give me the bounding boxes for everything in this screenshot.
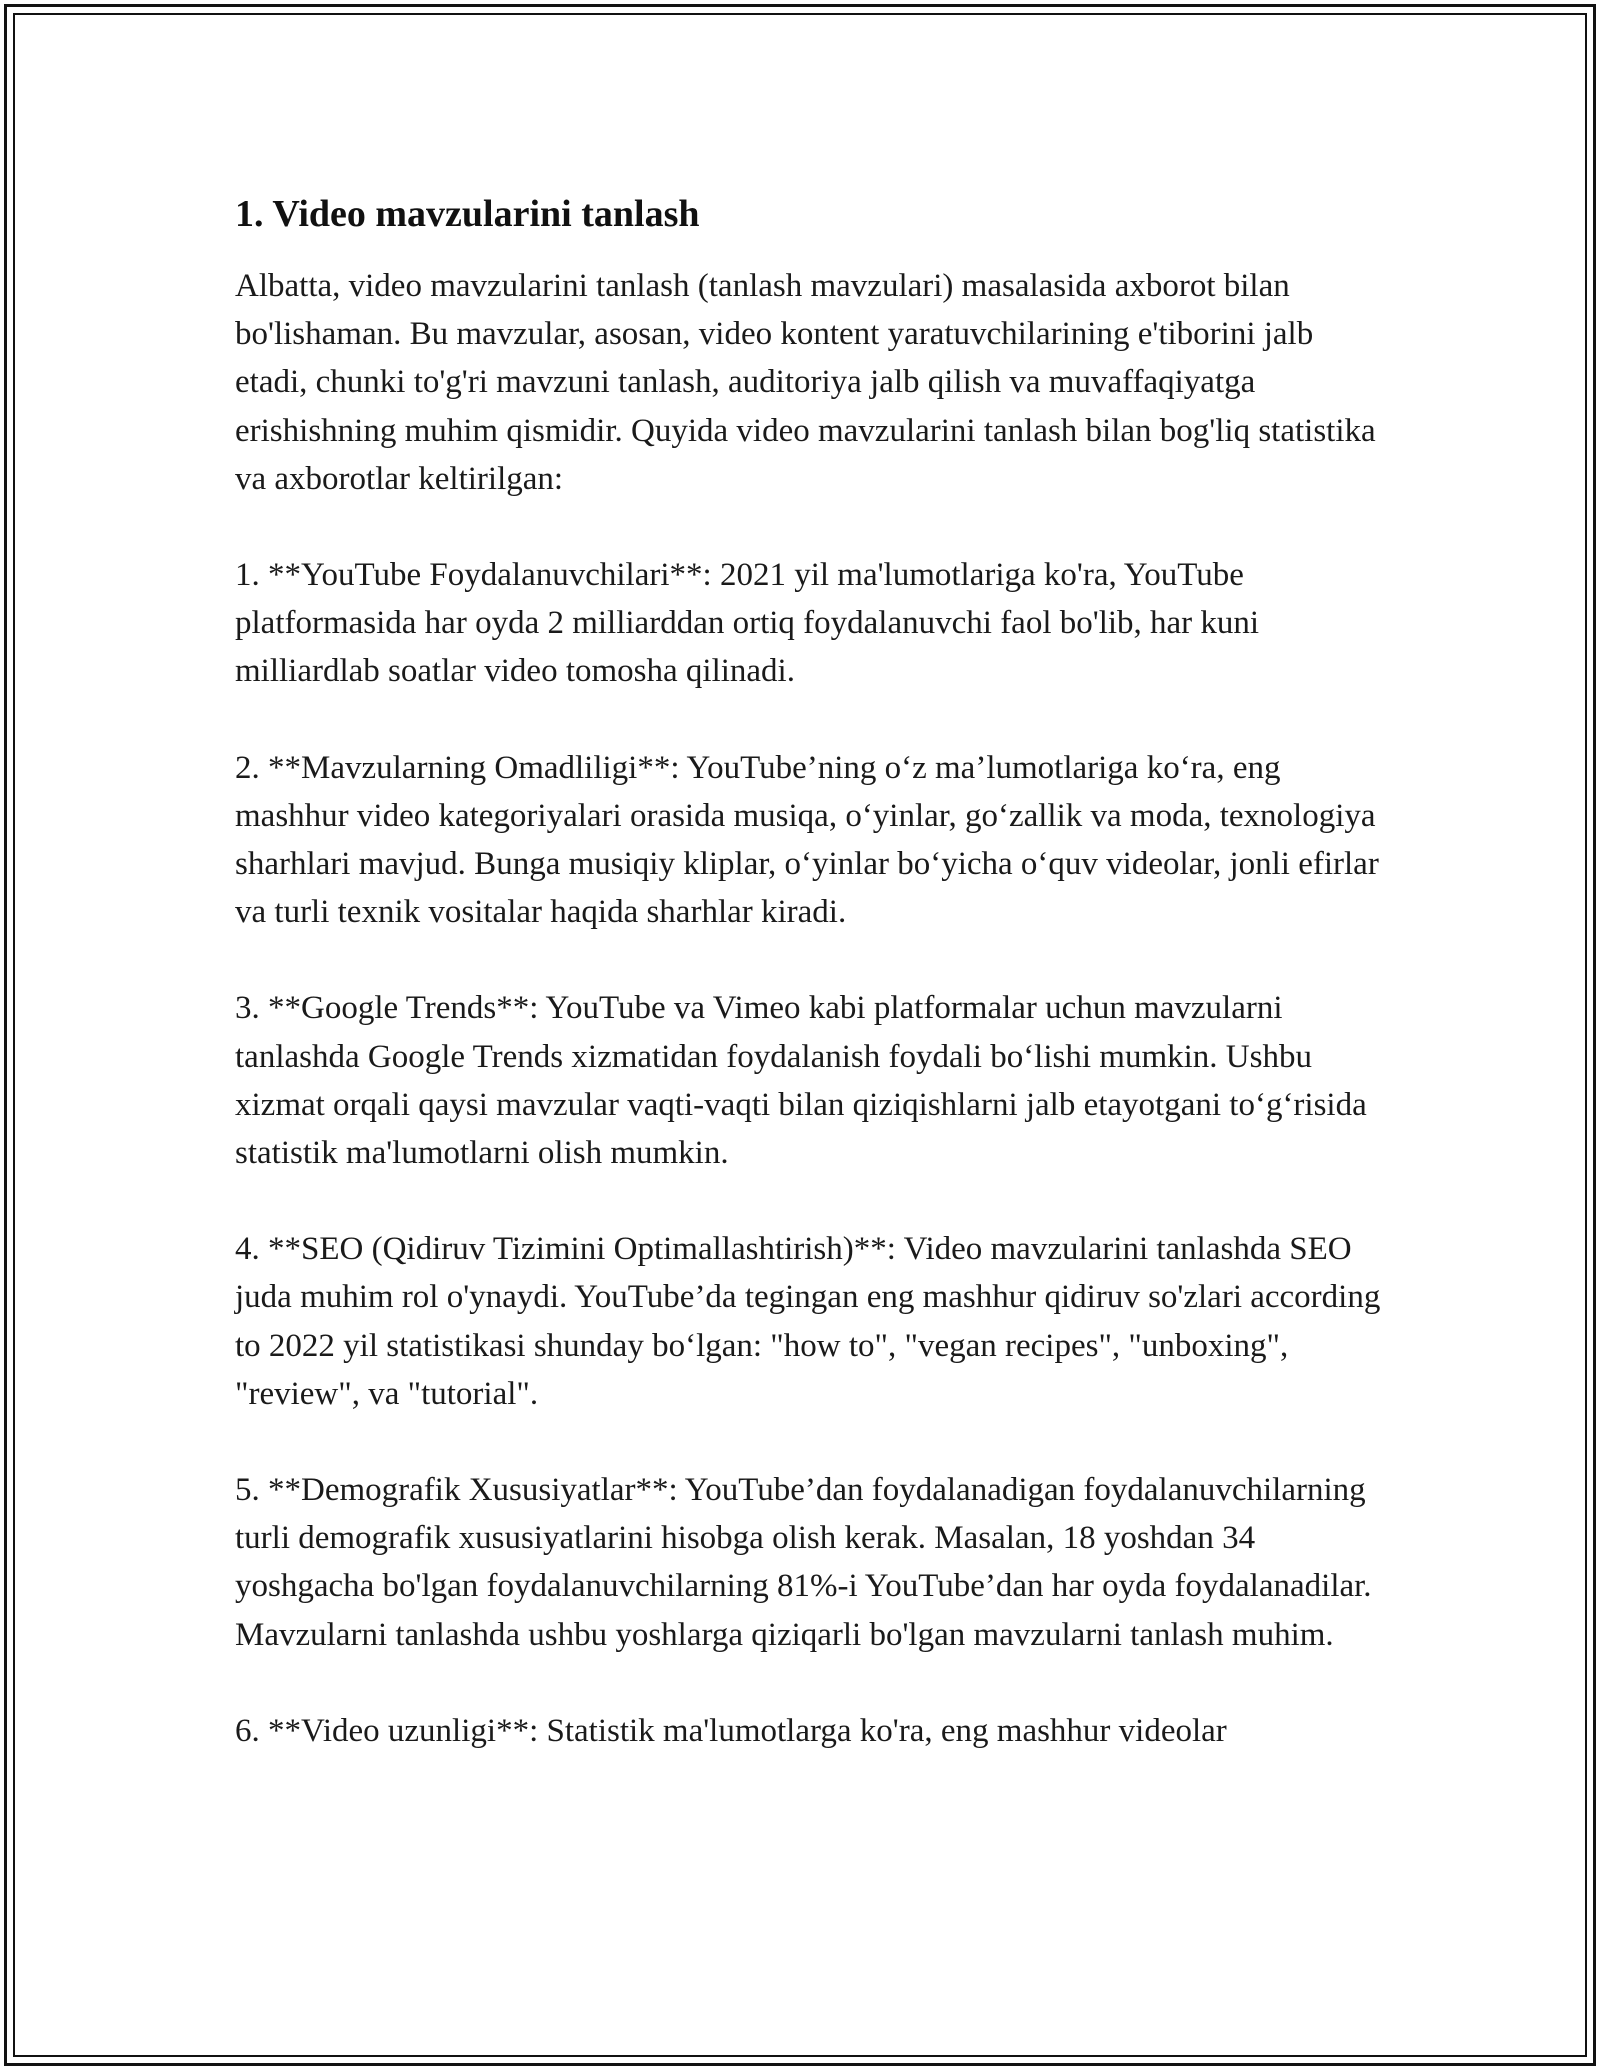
intro-paragraph: Albatta, video mavzularini tanlash (tanlash mavzulari) masalasida axborot bilan bo'lishaman. Bu mavzular, asosan, video kontent yaratuvchilarining e'tiborini jalb etadi, chunki to'g'ri mavzuni tanlash, auditoriya jalb qilish va muvaffaqiyatga erishishning muhim qismidir. Quyida video mavzularini tanlash bilan bog'liq statistika va axborotlar keltirilgan: xyxy=(235,268,1376,497)
section-heading: 1. Video mavzularini tanlash xyxy=(235,193,700,235)
list-item-video-length: 6. **Video uzunligi**: Statistik ma'lumotlarga ko'ra, eng mashhur videolar xyxy=(235,1712,1227,1749)
document-body xyxy=(235,190,1385,1755)
list-item-topic-popularity: 2. **Mavzularning Omadliligi**: YouTube’ning o‘z ma’lumotlariga ko‘ra, eng mashhur video kategoriyalari orasida musiqa, o‘yinlar, go‘zallik va moda, texnologiya sharhlari mavjud. Bunga musiqiy kliplar, o‘yinlar bo‘yicha o‘quv videolar, jonli efirlar va turli texnik vositalar haqida sharhlar kiradi. xyxy=(235,749,1379,931)
list-item-demographics: 5. **Demografik Xususiyatlar**: YouTube’dan foydalanadigan foydalanuvchilarning turli demografik xususiyatlarini hisobga olish kerak. Masalan, 18 yoshdan 34 yoshgacha bo'lgan foydalanuvchilarning 81%-i YouTube’dan har oyda foydalanadilar. Mavzularni tanlashda ushbu yoshlarga qiziqarli bo'lgan mavzularni tanlash muhim. xyxy=(235,1472,1372,1653)
list-item-seo: 4. **SEO (Qidiruv Tizimini Optimallashtirish)**: Video mavzularini tanlashda SEO juda muhim rol o'ynaydi. YouTube’da tegingan eng mashhur qidiruv so'zlari according to 2022 yil statistikasi shunday bo‘lgan: "how to", "vegan recipes", "unboxing", "review", va "tutorial". xyxy=(235,1231,1381,1412)
list-item-google-trends: 3. **Google Trends**: YouTube va Vimeo kabi platformalar uchun mavzularni tanlashda Google Trends xizmatidan foydalanish foydali bo‘lishi mumkin. Ushbu xizmat orqali qaysi mavzular vaqti-vaqti bilan qiziqishlarni jalb etayotgani to‘g‘risida statistik ma'lumotlarni olish mumkin. xyxy=(235,990,1367,1172)
list-item-youtube-users: 1. **YouTube Foydalanuvchilari**: 2021 yil ma'lumotlariga ko'ra, YouTube platformasida har oyda 2 milliarddan ortiq foydalanuvchi faol bo'lib, har kuni milliardlab soatlar video tomosha qilinadi. xyxy=(235,557,1260,690)
